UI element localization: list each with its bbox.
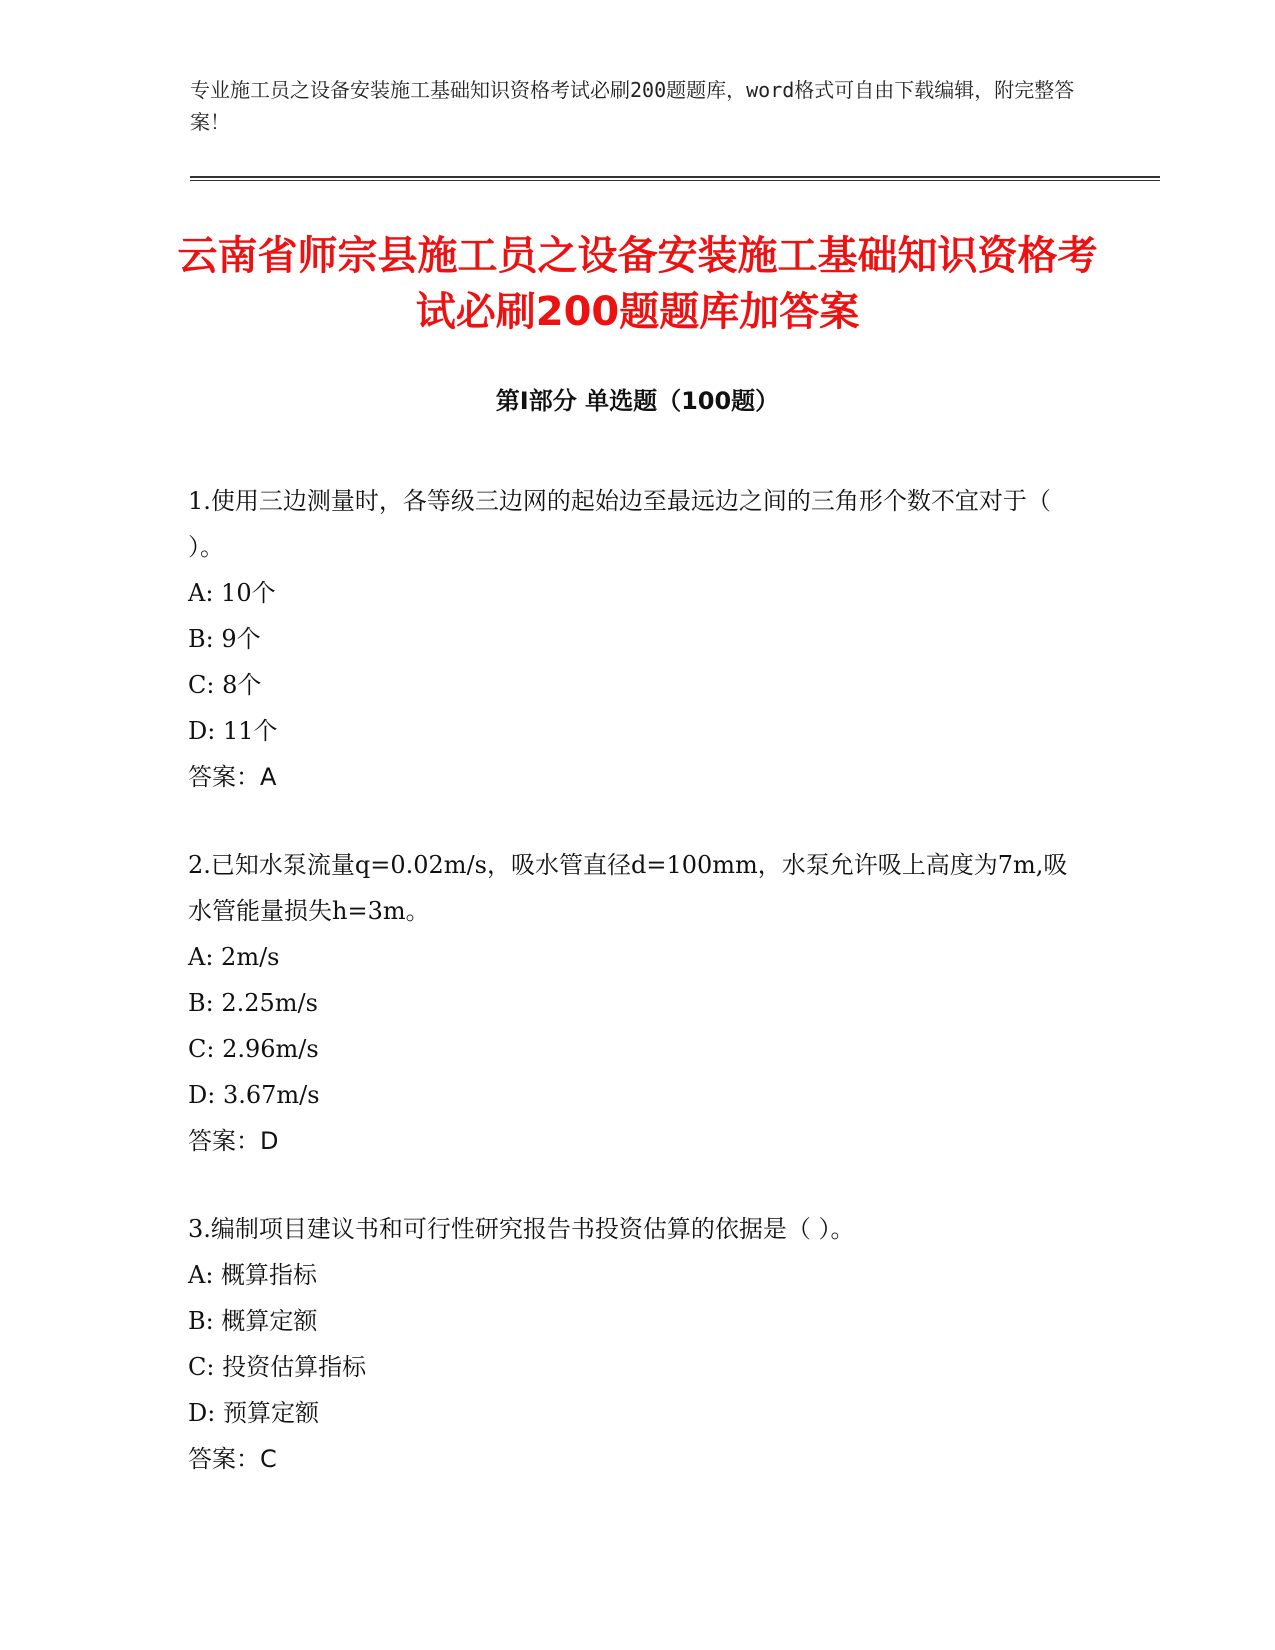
option-a: A: 10个 <box>188 579 276 607</box>
question-1 <box>188 478 1088 800</box>
option-b: B: 概算定额 <box>188 1307 318 1335</box>
answer-line: 答案：A <box>188 763 277 791</box>
option-d: D: 11个 <box>188 717 278 745</box>
question-stem: 1.使用三边测量时，各等级三边网的起始边至最远边之间的三角形个数不宜对于（ ）。 <box>188 487 1051 561</box>
question-stem: 2.已知水泵流量q=0.02m/s，吸水管直径d=100mm，水泵允许吸上高度为7m,吸水管能量损失h=3m。 <box>188 851 1068 925</box>
answer-line: 答案：C <box>188 1445 277 1473</box>
section-heading: 第I部分 单选题（100题） <box>495 387 780 415</box>
option-c: C: 投资估算指标 <box>188 1353 367 1381</box>
option-a: A: 概算指标 <box>188 1261 318 1289</box>
question-3 <box>188 1206 1088 1482</box>
header-divider <box>190 176 1160 181</box>
option-b: B: 9个 <box>188 625 261 653</box>
option-a: A: 2m/s <box>188 943 280 971</box>
question-list <box>188 478 1088 1524</box>
header-note: 专业施工员之设备安装施工基础知识资格考试必刷200题题库，word格式可自由下载编辑，附完整答案！ <box>190 78 1075 134</box>
document-title: 云南省师宗县施工员之设备安装施工基础知识资格考试必刷200题题库加答案 <box>177 233 1098 335</box>
option-c: C: 2.96m/s <box>188 1035 319 1063</box>
question-2 <box>188 842 1088 1164</box>
option-d: D: 预算定额 <box>188 1399 319 1427</box>
option-c: C: 8个 <box>188 671 262 699</box>
question-stem: 3.编制项目建议书和可行性研究报告书投资估算的依据是（ ）。 <box>188 1215 855 1243</box>
option-d: D: 3.67m/s <box>188 1081 320 1109</box>
answer-line: 答案：D <box>188 1127 279 1155</box>
option-b: B: 2.25m/s <box>188 989 318 1017</box>
